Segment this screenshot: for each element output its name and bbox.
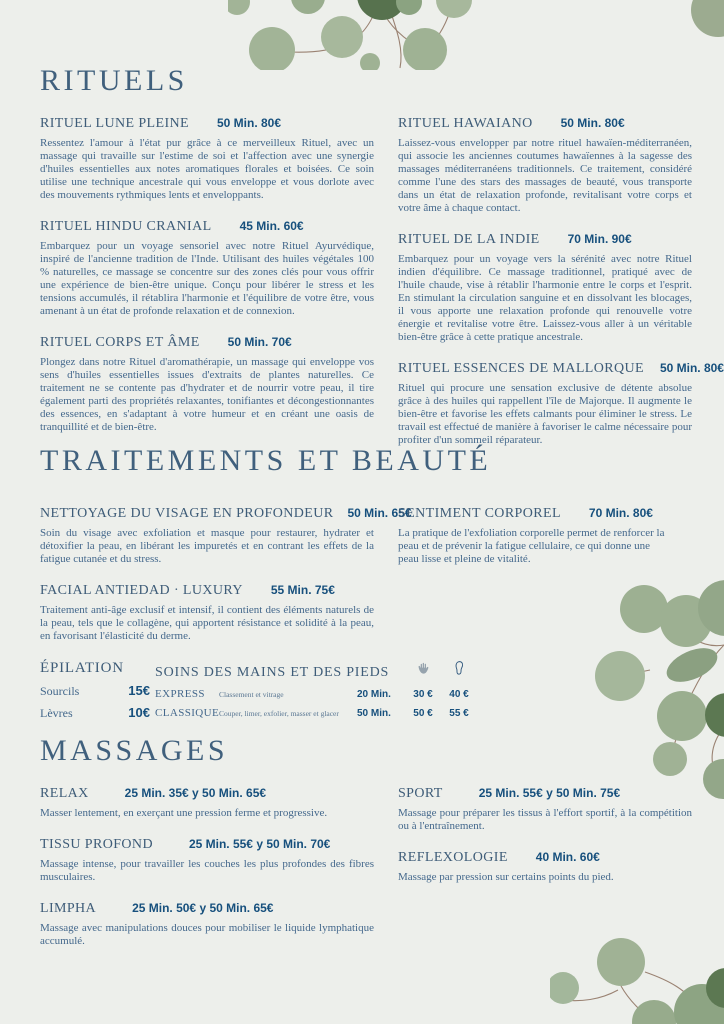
table-row [40, 705, 150, 721]
menu-item-price: 50 Min. 65€ [347, 506, 412, 520]
menu-item-relax [40, 786, 374, 820]
menu-item-reflexologie [398, 850, 692, 884]
menu-item-description: Massage pour préparer les tissus à l'effort sportif, à la compétition ou à l'entraînement. [398, 807, 692, 832]
soins-mains-pieds-table [155, 660, 477, 719]
menu-item-description: Laissez-vous envelopper par notre rituel hawaïen-méditerranéen, qui associe les anciennes coutumes hawaïennes à la sagesse des massages méditerranéens traditionnels. Ce traitement, considéré comme l'une des stars des massages de beauté, vous transporte dans un état de relaxation profonde, revitalisant votre corps et votre âme à chaque contact. [398, 137, 692, 214]
menu-item-description: Masser lentement, en exerçant une pression ferme et progressive. [40, 807, 328, 819]
soins-row-description: Classement et vitrage [219, 690, 284, 699]
soins-row-name: CLASSIQUE [155, 707, 220, 719]
soins-row-foot-price: 40 € [449, 689, 469, 700]
menu-item-rituel-lune-pleine [40, 116, 374, 202]
rituels-heading: RITUELS [40, 64, 188, 97]
menu-item-price: 25 Min. 55€ y 50 Min. 70€ [188, 837, 331, 851]
menu-item-price: 45 Min. 60€ [239, 219, 304, 233]
soins-row-duration: 20 Min. [357, 689, 391, 700]
soins-row-hand-price: 30 € [413, 689, 433, 700]
rituels-right-column [398, 116, 724, 464]
menu-item-description: Massage intense, pour travailler les couches les plus profondes des fibres musculaires. [40, 858, 374, 883]
menu-item-title: RITUEL ESSENCES DE MALLORQUE [398, 361, 644, 376]
menu-item-rituel-de-la-indie [398, 232, 692, 344]
menu-item-description: Embarquez pour un voyage vers la sérénité avec notre Rituel indien d'équilibre. Ce massage traditionnel, pratiqué avec de l'huile chaude, vise à rétablir l'harmonie entre le corps et l'esprit. En stimulant la circulation sanguine et en dissolvant les blocages, il vous apporte une relaxation profonde qui renouvelle votre énergie et revitalise votre être. Laissez-vous aller à un véritable bien-être grâce à cette pratique ancestrale. [398, 253, 692, 343]
menu-item-price: 70 Min. 90€ [567, 232, 632, 246]
menu-item-limpha [40, 901, 374, 948]
menu-item-rituel-corps-et-ame [40, 335, 374, 434]
menu-item-description: Massage par pression sur certains points du pied. [398, 871, 614, 883]
menu-item-title: TISSU PROFOND [40, 837, 153, 852]
menu-item-title: RITUEL CORPS ET ÂME [40, 335, 200, 350]
soins-row-description: Couper, limer, exfolier, masser et glacer [219, 709, 339, 718]
soins-row-name: EXPRESS [155, 688, 205, 700]
soins-row-hand-price: 50 € [413, 708, 433, 719]
eucalyptus-top-right-corner-icon [682, 0, 724, 52]
menu-item-price: 55 Min. 75€ [270, 583, 335, 597]
menu-item-description: Rituel qui procure une sensation exclusive de détente absolue grâce à des huiles qui rappellent l'île de Majorque. Il augmente le bien-être et favorise les effets calmants pour éliminer le stress. Le travail est effectué de manière à favoriser le calme nécessaire pour profiter d'un sommeil réparateur. [398, 382, 692, 446]
menu-item-title: SPORT [398, 786, 443, 801]
foot-icon [441, 660, 477, 681]
menu-item-price: 25 Min. 55€ y 50 Min. 75€ [478, 786, 621, 800]
menu-item-description: Soin du visage avec exfoliation et masque pour restaurer, hydrater et détoxifier la peau, en libérant les impuretés et en contrant les effets de la fatigue cutanée et du stress. [40, 527, 374, 565]
menu-item-price: 70 Min. 80€ [588, 506, 653, 520]
epilation-row-price: 10€ [128, 705, 150, 720]
soins-row-duration: 50 Min. [357, 708, 391, 719]
soins-header-row [155, 660, 477, 681]
soins-row-foot-price: 55 € [449, 708, 469, 719]
menu-item-description: Massage avec manipulations douces pour mobiliser le liquide lymphatique accumulé. [40, 922, 374, 947]
eucalyptus-right-decoration-icon [590, 575, 724, 820]
menu-item-title: FACIAL ANTIEDAD · LUXURY [40, 583, 243, 598]
menu-item-sentiment-corporel [398, 506, 668, 566]
massages-left-column [40, 786, 374, 965]
menu-item-nettoyage-visage [40, 506, 412, 566]
menu-item-description: Embarquez pour un voyage sensoriel avec notre Rituel Ayurvédique, inspiré de l'ancienne tradition de l'Inde. Utilisant des huiles végétales 100 % naturelles, ce massage se concentre sur des zones clés pour vous offrir une expérience de bien-être unique. Conçu pour libérer le stress et les tensions accumulés, il rétablira l'harmonie et l'équilibre de votre être, vous amenant à un état de profonde relaxation et de connexion. [40, 240, 374, 317]
menu-item-title: RITUEL HAWAIANO [398, 116, 533, 131]
menu-item-title: SENTIMENT CORPOREL [398, 506, 561, 521]
menu-item-title: LIMPHA [40, 901, 97, 916]
menu-item-price: 25 Min. 35€ y 50 Min. 65€ [124, 786, 267, 800]
epilation-table [40, 660, 150, 721]
table-row [155, 688, 477, 700]
rituels-left-column [40, 116, 374, 451]
menu-item-title: REFLEXOLOGIE [398, 850, 508, 865]
epilation-heading: ÉPILATION [40, 660, 124, 676]
traitements-left-column [40, 506, 412, 660]
menu-item-description: La pratique de l'exfoliation corporelle permet de renforcer la peau et de prévenir la fatigue cellulaire, ce qui donne une peau lisse et pleine de vitalité. [398, 527, 665, 565]
soins-heading: SOINS DES MAINS ET DES PIEDS [155, 665, 390, 680]
menu-item-description: Ressentez l'amour à l'état pur grâce à ce merveilleux Rituel, avec un massage qui travaille sur l'estime de soi et l'affection avec une synergie d'huiles essentielles aux notes aromatiques florales et boisées. Ce soin utilise une technique ancestrale qui vous enveloppe et vous dorlote avec des mouvements rythmiques lents et enveloppants. [40, 137, 374, 201]
menu-item-title: NETTOYAGE DU VISAGE EN PROFONDEUR [40, 506, 334, 521]
traitements-heading: TRAITEMENTS ET BEAUTÉ [40, 444, 492, 477]
massages-right-column [398, 786, 692, 901]
eucalyptus-top-decoration-icon [228, 0, 484, 70]
menu-item-facial-antiedad-luxury [40, 583, 374, 643]
menu-item-rituel-essences-de-mallorque [398, 361, 724, 447]
menu-item-rituel-hawaiano [398, 116, 692, 215]
menu-item-price: 50 Min. 80€ [659, 361, 724, 375]
menu-item-price: 50 Min. 80€ [560, 116, 625, 130]
menu-item-price: 50 Min. 80€ [216, 116, 282, 130]
menu-item-sport [398, 786, 692, 833]
menu-item-title: RELAX [40, 786, 89, 801]
massages-heading: MASSAGES [40, 734, 229, 767]
menu-item-description: Plongez dans notre Rituel d'aromathérapie, un massage qui enveloppe vos sens d'huiles essentielles issues d'extraits de plantes naturelles. Ce traitement ne se contente pas d'hydrater et de nourrir votre peau, il tire également parti des propriétés relaxantes, tonifiantes et décongestionnantes des essences, en s'adaptant à votre humeur et en créant une oasis de tranquillité et de bien-être. [40, 356, 374, 433]
epilation-row-label: Lèvres [40, 706, 73, 720]
hand-icon [405, 661, 441, 681]
eucalyptus-bottom-right-decoration-icon [550, 930, 724, 1024]
menu-item-description: Traitement anti-âge exclusif et intensif, il contient des éléments naturels de la peau, tels que le collagène, qui apportent résistance et solidité à la peau, en favorisant l'élasticité du derme. [40, 604, 374, 642]
menu-item-price: 25 Min. 50€ y 50 Min. 65€ [132, 901, 274, 915]
epilation-row-price: 15€ [128, 683, 150, 698]
table-row [40, 683, 150, 699]
menu-item-tissu-profond [40, 837, 374, 884]
menu-item-price: 50 Min. 70€ [227, 335, 292, 349]
menu-item-rituel-hindu-cranial [40, 219, 374, 318]
epilation-row-label: Sourcils [40, 684, 80, 698]
menu-item-price: 40 Min. 60€ [535, 850, 600, 864]
menu-item-title: RITUEL HINDU CRANIAL [40, 219, 212, 234]
traitements-right-column [398, 506, 668, 583]
menu-item-title: RITUEL LUNE PLEINE [40, 116, 189, 131]
table-row [155, 707, 477, 719]
menu-item-title: RITUEL DE LA INDIE [398, 232, 540, 247]
